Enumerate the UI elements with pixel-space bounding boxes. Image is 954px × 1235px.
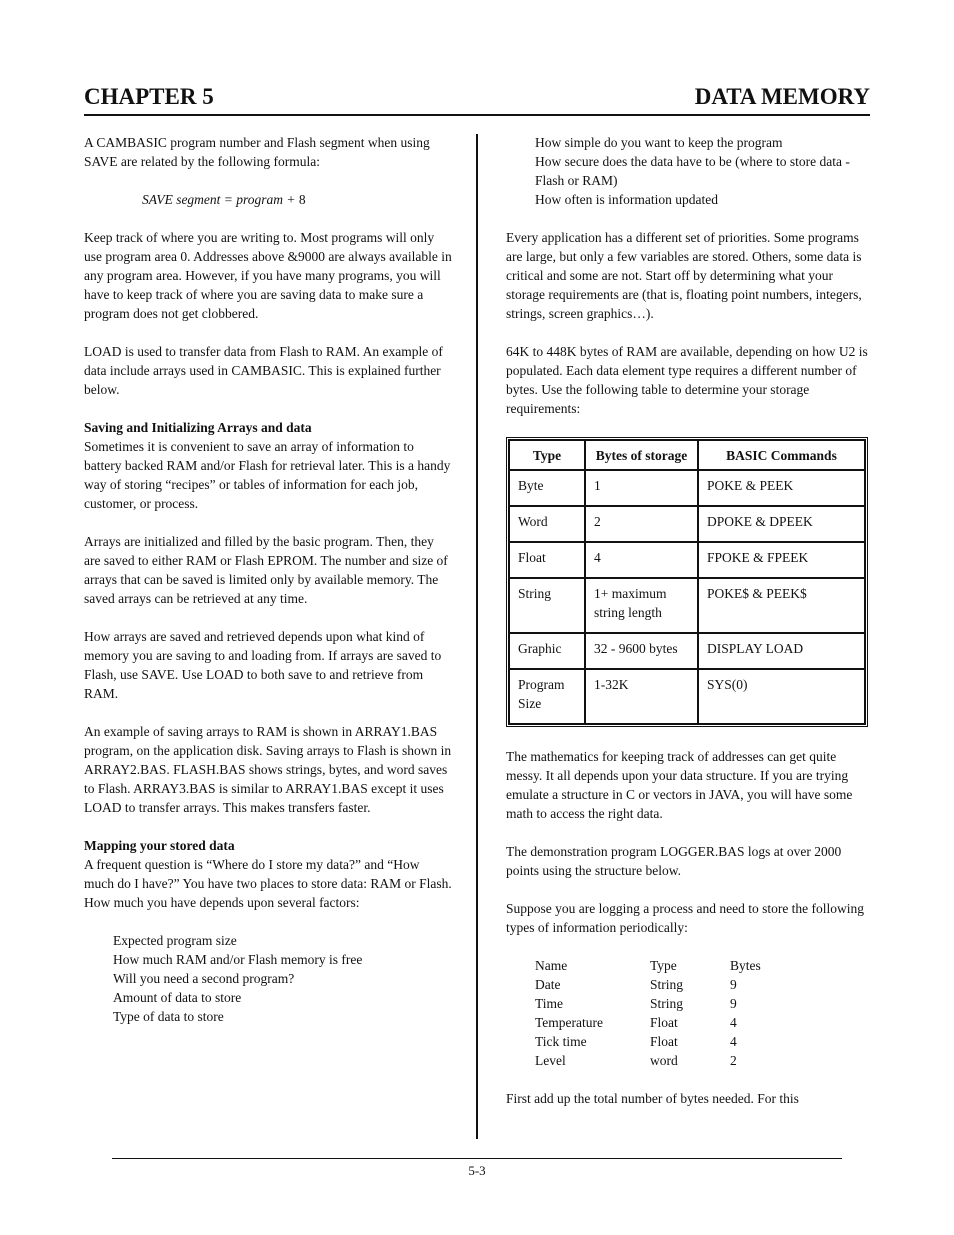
table-row [509, 542, 865, 578]
save-formula [142, 190, 452, 209]
factor-list-continued [506, 133, 870, 209]
section-heading: Mapping your stored data [84, 838, 235, 853]
right-column [506, 133, 870, 1127]
table-header-row [509, 440, 865, 470]
list-item: How much RAM and/or Flash memory is free [113, 952, 363, 967]
factor-list [84, 931, 452, 1026]
table-cell: Float [509, 542, 585, 578]
footer-rule [112, 1158, 842, 1159]
table-cell: Tick time [535, 1034, 587, 1049]
page-header [84, 84, 870, 116]
paragraph: The mathematics for keeping track of addresses can get quite messy. It all depends upon your data structure. If you are trying emulate a structure in C or vectors in JAVA, you will have some math to access the right data. [506, 749, 853, 821]
table-cell: 4 [730, 1015, 737, 1030]
list-item: How simple do you want to keep the program [535, 135, 783, 150]
table-cell: word [650, 1053, 678, 1068]
paragraph: The demonstration program LOGGER.BAS logs at over 2000 points using the structure below. [506, 844, 842, 878]
table-cell: Program Size [509, 669, 585, 724]
paragraph: Suppose you are logging a process and need to store the following types of information periodically: [506, 901, 865, 935]
table-cell: DISPLAY LOAD [698, 633, 865, 669]
chapter-title: DATA MEMORY [694, 84, 870, 109]
table-cell: 32 - 9600 bytes [585, 633, 698, 669]
chapter-label: CHAPTER 5 [84, 84, 214, 109]
list-item: Type of data to store [113, 1009, 224, 1024]
table-cell: Time [535, 996, 564, 1011]
table-row [509, 506, 865, 542]
list-item: Expected program size [113, 933, 237, 948]
table-row [509, 578, 865, 633]
table-cell: String [650, 977, 684, 992]
table-cell: Date [535, 977, 561, 992]
column-header: Bytes of storage [585, 440, 698, 470]
list-item: How often is information updated [535, 192, 718, 207]
table-cell: FPOKE & FPEEK [698, 542, 865, 578]
table-cell: SYS(0) [698, 669, 865, 724]
table-cell: POKE & PEEK [698, 470, 865, 506]
table-cell: Level [535, 1053, 566, 1068]
table-cell: Float [650, 1015, 678, 1030]
list-item: How secure does the data have to be (where to store data - Flash or RAM) [535, 154, 850, 188]
list-item: Will you need a second program? [113, 971, 295, 986]
paragraph: Arrays are initialized and filled by the basic program. Then, they are saved to either RAM or Flash EPROM. The number and size of arrays that can be saved is limited only by available memory. The saved arrays can be retrieved at any time. [84, 534, 448, 606]
left-column [84, 133, 452, 1045]
table-row [509, 633, 865, 669]
page-number: 5-3 [468, 1163, 486, 1178]
table-cell: 9 [730, 977, 737, 992]
table-row [509, 470, 865, 506]
table-cell: POKE$ & PEEK$ [698, 578, 865, 633]
paragraph: How arrays are saved and retrieved depends upon what kind of memory you are saving to and loading from. If arrays are saved to Flash, use SAVE. Use LOAD to both save to and retrieve from RAM. [84, 629, 442, 701]
table-cell: 1-32K [585, 669, 698, 724]
column-header: BASIC Commands [698, 440, 865, 470]
table-cell: Word [509, 506, 585, 542]
table-cell: 2 [730, 1053, 737, 1068]
table-cell: 1 [585, 470, 698, 506]
formula-number: 8 [298, 192, 306, 207]
column-header: Type [650, 958, 677, 973]
column-header: Bytes [730, 958, 761, 973]
section-heading: Saving and Initializing Arrays and data [84, 420, 312, 435]
table-cell: Byte [509, 470, 585, 506]
paragraph: 64K to 448K bytes of RAM are available, depending on how U2 is populated. Each data element type requires a different number of bytes. Use the following table to determine your storage requirements: [506, 344, 868, 416]
table-cell: String [509, 578, 585, 633]
column-divider [476, 134, 478, 1139]
column-header: Type [509, 440, 585, 470]
table-cell: 4 [730, 1034, 737, 1049]
paragraph: A CAMBASIC program number and Flash segment when using SAVE are related by the following formula: [84, 135, 430, 169]
column-header: Name [535, 958, 568, 973]
paragraph: An example of saving arrays to RAM is shown in ARRAY1.BAS program, on the application disk. Saving arrays to Flash is shown in ARRAY2.BAS. FLASH.BAS shows strings, bytes, and word saves to Flash. ARRAY3.BAS is similar to ARRAY1.BAS except it uses LOAD to transfer arrays. This makes transfers faster. [84, 724, 452, 815]
paragraph: A frequent question is “Where do I store my data?” and “How much do I have?” You have two places to store data: RAM or Flash. How much you have depends upon several factors: [84, 857, 452, 910]
paragraph: Every application has a different set of priorities. Some programs are large, but only a few variables are stored. Others, some data is critical and some are not. Start off by determining what your storage requirements are (that is, floating point numbers, integers, strings, screen graphics…). [506, 230, 862, 321]
storage-table [506, 437, 868, 727]
log-fields-table [535, 956, 870, 1070]
paragraph: Keep track of where you are writing to. Most programs will only use program area 0. Addresses above &9000 are always available in any program area. However, if you have many programs, you will have to keep track of where you are saving data to make sure a program does not get clobbered. [84, 230, 452, 321]
table-cell: Float [650, 1034, 678, 1049]
table-cell: 9 [730, 996, 737, 1011]
formula-text: SAVE segment = program + [142, 192, 299, 207]
table-cell: 4 [585, 542, 698, 578]
list-item: Amount of data to store [113, 990, 242, 1005]
table-row [509, 669, 865, 724]
table-cell: DPOKE & DPEEK [698, 506, 865, 542]
table-cell: 2 [585, 506, 698, 542]
paragraph: First add up the total number of bytes needed. For this [506, 1091, 799, 1106]
table-cell: Temperature [535, 1015, 604, 1030]
paragraph: Sometimes it is convenient to save an array of information to battery backed RAM and/or Flash for retrieval later. This is a handy way of storing “recipes” or tables of information for each job, customer, or process. [84, 439, 451, 511]
table-cell: 1+ maximum string length [585, 578, 698, 633]
table-cell: Graphic [509, 633, 585, 669]
table-cell: String [650, 996, 684, 1011]
paragraph: LOAD is used to transfer data from Flash to RAM. An example of data include arrays used in CAMBASIC. This is explained further below. [84, 344, 443, 397]
